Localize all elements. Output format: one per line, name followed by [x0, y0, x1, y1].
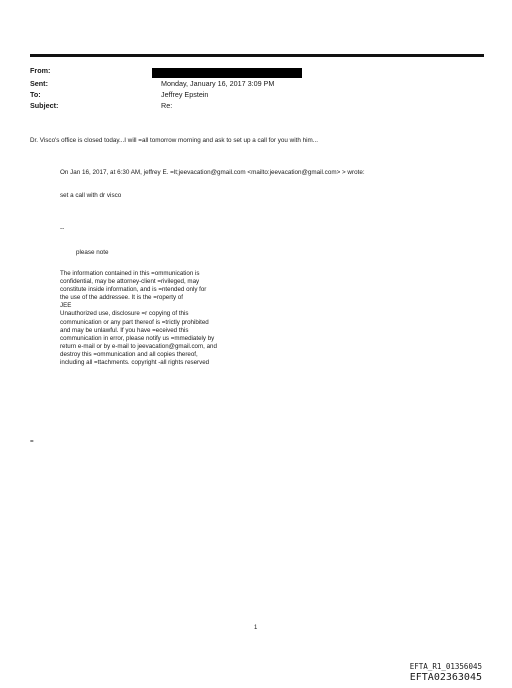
disclaimer-line: the use of the addressee. It is the =roperty of: [60, 294, 183, 302]
disclaimer-line: JEE: [60, 302, 72, 310]
redaction-bar: [152, 68, 302, 78]
to-label: To:: [30, 90, 41, 99]
disclaimer-line: destroy this =ommunication and all copies thereof,: [60, 350, 198, 358]
disclaimer-line: including all =ttachments. copyright -all rights reserved: [60, 359, 210, 367]
quoted-intro: On Jan 16, 2017, at 6:30 AM, jeffrey E. =lt;jeevacation@gmail.com <mailto:jeevacation@gmail.com> > wrote:: [60, 169, 365, 176]
bates-number-large: EFTA02363045: [409, 672, 482, 683]
header-rule: [30, 54, 484, 57]
page-number: 1: [254, 625, 258, 631]
signature-separator: --: [60, 225, 65, 232]
trailing-equals-mark: =: [30, 438, 34, 445]
subject-value: Re:: [161, 101, 173, 110]
disclaimer-line: communication or any part thereof is =trictly prohibited: [60, 318, 209, 326]
disclaimer-line: constitute inside information, and is =ntended only for: [60, 286, 207, 294]
disclaimer-line: communication in error, please notify us =mmediately by: [60, 334, 215, 342]
to-value: Jeffrey Epstein: [161, 90, 209, 99]
disclaimer-line: Unauthorized use, disclosure =r copying of this: [60, 310, 189, 318]
bates-number-small: EFTA_R1_01356045: [409, 662, 482, 671]
subject-label: Subject:: [30, 101, 59, 110]
please-note-text: please note: [76, 249, 109, 256]
sent-value: Monday, January 16, 2017 3:09 PM: [161, 79, 275, 88]
disclaimer-block: [60, 270, 217, 367]
disclaimer-line: The information contained in this =ommunication is: [60, 270, 200, 277]
quoted-message: set a call with dr visco: [60, 192, 122, 199]
reply-text: Dr. Visco's office is closed today...I will =all tomorrow morning and ask to set up a call for you with him...: [30, 137, 319, 144]
disclaimer-line: return e-mail or by e-mail to jeevacation@gmail.com, and: [60, 342, 217, 350]
from-label: From:: [30, 66, 51, 75]
disclaimer-line: and may be unlawful. If you have =eceived this: [60, 326, 189, 334]
disclaimer-line: confidential, may be attorney-client =rivileged, may: [60, 278, 200, 286]
sent-label: Sent:: [30, 79, 48, 88]
